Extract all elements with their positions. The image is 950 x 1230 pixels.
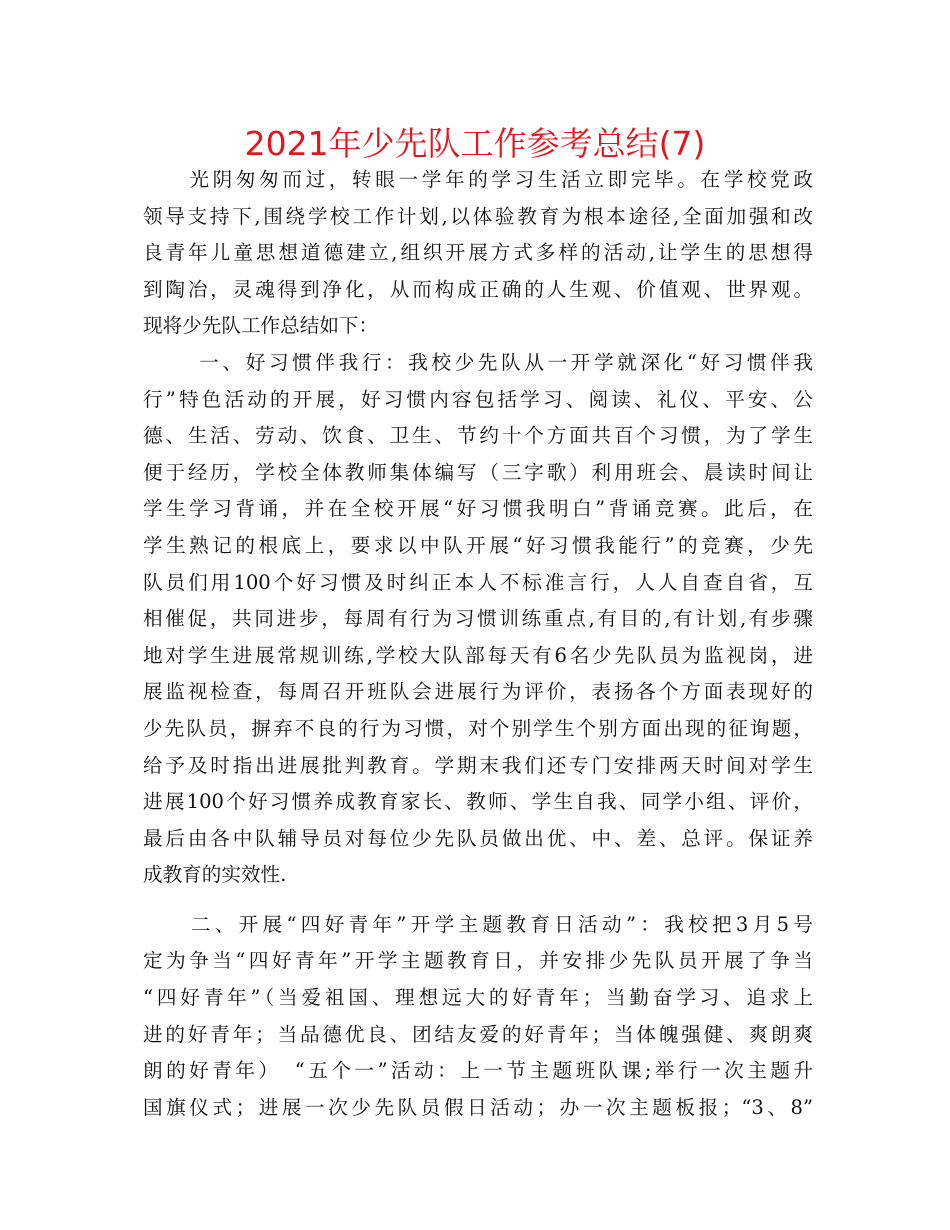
document-title: 2021年少先队工作参考总结(7) (244, 124, 706, 163)
body-text-line: 定为争当“四好青年”开学主题教育日，并安排少先队员开展了争当 (143, 949, 813, 973)
body-text-line: 学生学习背诵，并在全校开展“好习惯我明白”背诵竞赛。此后，在 (143, 497, 813, 521)
body-text-line: 成教育的实效性. (143, 863, 287, 887)
body-text-line: 光阴匆匆而过，转眼一学年的学习生活立即完毕。在学校党政 (143, 168, 813, 191)
body-text-line: 国旗仪式；进展一次少先队员假日活动；办一次主题板报；“3、8” (143, 1095, 813, 1119)
body-text-line: “四好青年”（当爱祖国、理想远大的好青年；当勤奋学习、追求上 (143, 986, 813, 1010)
body-text-line: 相催促，共同进步，每周有行为习惯训练重点,有目的,有计划,有步骤 (143, 607, 813, 631)
body-text-line: 德、生活、劳动、饮食、卫生、节约十个方面共百个习惯，为了学生 (143, 424, 813, 448)
body-text-line: 地对学生进展常规训练,学校大队部每天有6名少先队员为监视岗，进 (143, 643, 813, 667)
body-text-line: 最后由各中队辅导员对每位少先队员做出优、中、差、总评。保证养 (143, 826, 813, 850)
body-text-line: 良青年儿童思想道德建立,组织开展方式多样的活动,让学生的思想得 (143, 241, 813, 265)
body-text-line: 展监视检查，每周召开班队会进展行为评价，表扬各个方面表现好的 (143, 680, 813, 704)
body-text-line: 二、开展“四好青年”开学主题教育日活动”：我校把3月5号 (143, 912, 813, 936)
body-text-line: 给予及时指出进展批判教育。学期末我们还专门安排两天时间对学生 (143, 753, 813, 777)
body-text-line: 便于经历，学校全体教师集体编写（三字歌）利用班会、晨读时间让 (143, 460, 813, 484)
body-text-line: 少先队员，摒弃不良的行为习惯，对个别学生个别方面出现的征询题， (143, 716, 813, 740)
body-text-line: 领导支持下,围绕学校工作计划,以体验教育为根本途径,全面加强和改 (143, 204, 813, 228)
body-text-line: 行”特色活动的开展，好习惯内容包括学习、阅读、礼仪、平安、公 (143, 387, 813, 411)
body-text-line: 到陶冶，灵魂得到净化，从而构成正确的人生观、价值观、世界观。 (143, 277, 813, 301)
body-text-line: 一、好习惯伴我行：我校少先队从一开学就深化“好习惯伴我 (143, 350, 813, 374)
body-text-line: 进的好青年；当品德优良、团结友爱的好青年；当体魄强健、爽朗爽 (143, 1022, 813, 1046)
body-text-line: 现将少先队工作总结如下： (143, 314, 379, 338)
body-text-line: 队员们用100个好习惯及时纠正本人不标准言行，人人自查自省，互 (143, 570, 813, 594)
body-text-line: 朗的好青年） “五个一”活动：上一节主题班队课;举行一次主题升 (143, 1059, 813, 1083)
body-text-line: 进展100个好习惯养成教育家长、教师、学生自我、同学小组、评价， (143, 790, 813, 814)
document-body (143, 162, 813, 1126)
body-text-line: 学生熟记的根底上，要求以中队开展“好习惯我能行”的竞赛，少先 (143, 533, 813, 557)
